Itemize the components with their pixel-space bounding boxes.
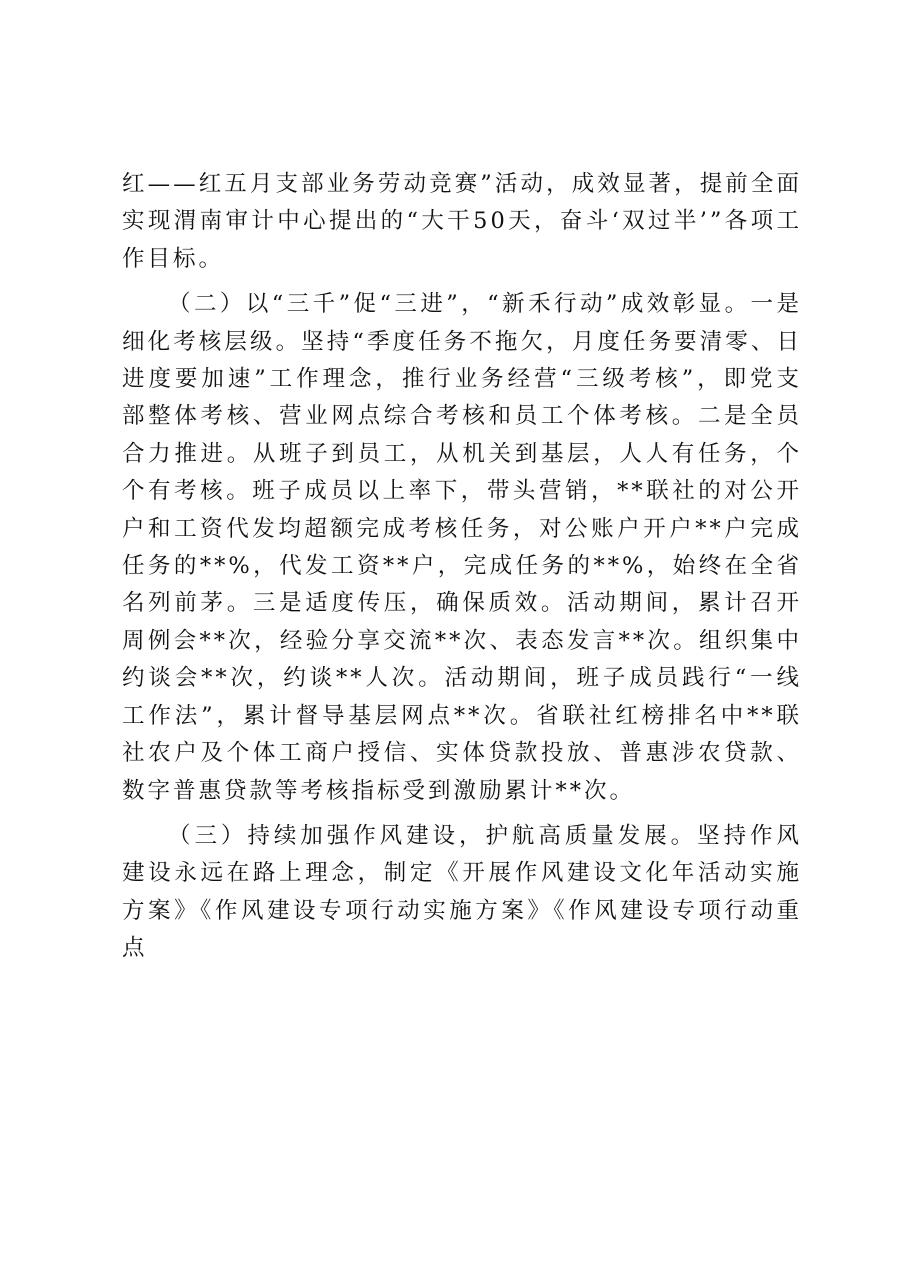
- document-body: [122, 166, 802, 968]
- paragraph-section-three: （三）持续加强作风建设，护航高质量发展。坚持作风建设永远在路上理念，制定《开展作风建设文化年活动实施方案》《作风建设专项行动实施方案》《作风建设专项行动重点: [122, 822, 802, 962]
- paragraph-section-two: （二）以“三千”促“三进”，“新禾行动”成效彰显。一是细化考核层级。坚持“季度任务不拖欠，月度任务要清零、日进度要加速”工作理念，推行业务经营“三级考核”，即党支部整体考核、营业网点综合考核和员工个体考核。二是全员合力推进。从班子到员工，从机关到基层，人人有任务，个个有考核。班子成员以上率下，带头营销，**联社的对公开户和工资代发均超额完成考核任务，对公账户开户**户完成任务的**%，代发工资**户，完成任务的**%，始终在全省名列前茅。三是适度传压，确保质效。活动期间，累计召开周例会**次，经验分享交流**次、表态发言**次。组织集中约谈会**次，约谈**人次。活动期间，班子成员践行“一线工作法”，累计督导基层网点**次。省联社红榜排名中**联社农户及个体工商户授信、实体贷款投放、普惠涉农贷款、数字普惠贷款等考核指标受到激励累计**次。: [122, 291, 802, 804]
- paragraph-continuation: 红——红五月支部业务劳动竞赛”活动，成效显著，提前全面实现渭南审计中心提出的“大干50天，奋斗‘双过半’”各项工作目标。: [122, 171, 802, 272]
